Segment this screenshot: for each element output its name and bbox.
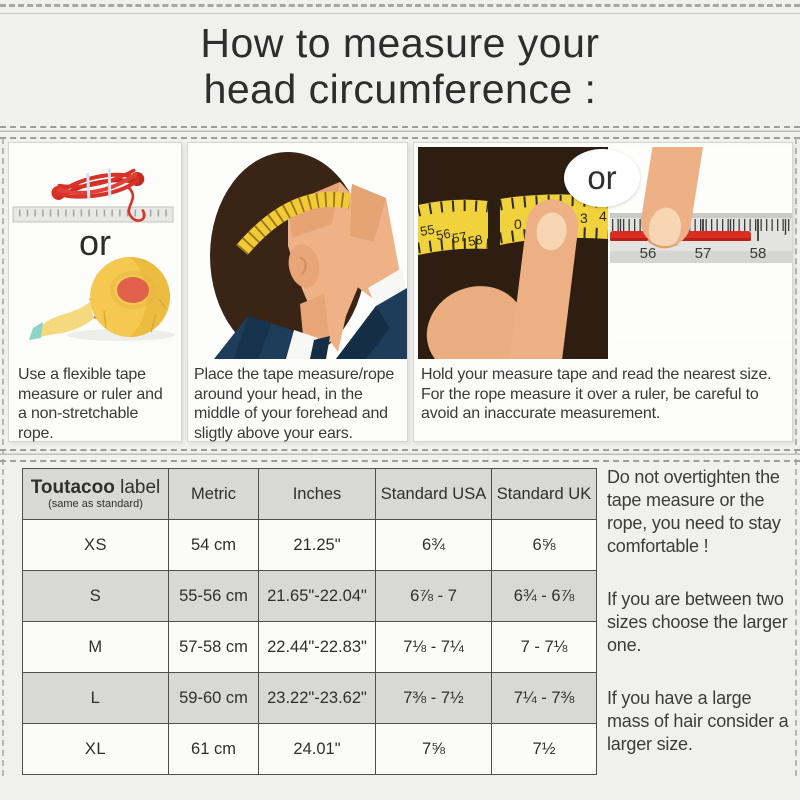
- uk-value: 6⅝: [492, 520, 597, 571]
- metric-value: 54 cm: [169, 520, 259, 571]
- note-overtighten: Do not overtighten the tape measure or the rope, you need to stay comfortable !: [607, 467, 781, 556]
- column-header-inches: Inches: [259, 469, 376, 520]
- or-label: or: [78, 222, 111, 263]
- measuring-head-caption: Place the tape measure/rope around your head, in the middle of your forehead and sligtly above your ears.: [194, 366, 395, 442]
- ruler-number: 56: [639, 245, 657, 262]
- ruler-number: 57: [694, 245, 712, 262]
- ruler-graphic: [13, 207, 173, 222]
- tape-number: 58: [466, 231, 484, 249]
- brand-header-cell: [23, 469, 169, 520]
- brand-word: label: [120, 476, 161, 498]
- size-label: M: [23, 622, 169, 673]
- title-line-1: How to measure your: [200, 20, 600, 66]
- inches-value: 22.44"-22.83": [259, 622, 376, 673]
- inches-value: 24.01": [259, 724, 376, 775]
- metric-value: 61 cm: [169, 724, 259, 775]
- metric-value: 57-58 cm: [169, 622, 259, 673]
- tools-panel: [8, 142, 182, 442]
- brand-name: Toutacoo: [30, 476, 115, 498]
- tape-number: 0: [514, 216, 522, 232]
- advice-notes: [607, 466, 797, 786]
- uk-value: 6¾ - 6⅞: [492, 571, 597, 622]
- table-row: [23, 673, 597, 724]
- uk-value: 7 - 7⅛: [492, 622, 597, 673]
- table-header-row: [23, 469, 597, 520]
- top-solid-border: [0, 13, 800, 14]
- reading-panel-caption: Hold your measure tape and read the nearest size. For the rope measure it over a ruler, be careful to avoid an inaccurate measurement.: [421, 366, 772, 423]
- table-divider: [0, 449, 800, 462]
- tape-number: 55: [418, 221, 436, 239]
- table-row: [23, 520, 597, 571]
- reading-panel: [413, 142, 793, 442]
- uk-value: 7¼ - 7⅜: [492, 673, 597, 724]
- tape-number: 4: [599, 208, 607, 224]
- usa-value: 7⅛ - 7¼: [376, 622, 492, 673]
- tape-number: 3: [580, 210, 588, 226]
- size-label: S: [23, 571, 169, 622]
- tape-number: 56: [434, 225, 452, 243]
- measuring-head-illustration: [188, 146, 407, 359]
- tape-number: 57: [450, 228, 468, 246]
- brand-note: (same as standard): [48, 497, 143, 510]
- page-title: [0, 20, 800, 113]
- inches-value: 21.25": [259, 520, 376, 571]
- note-large-hair: If you have a large mass of hair consider a larger size.: [607, 688, 789, 754]
- size-label: XL: [23, 724, 169, 775]
- usa-value: 7⅝: [376, 724, 492, 775]
- usa-value: 7⅜ - 7½: [376, 673, 492, 724]
- table-row: [23, 724, 597, 775]
- uk-value: 7½: [492, 724, 597, 775]
- usa-value: 6¾: [376, 520, 492, 571]
- inches-value: 23.22"-23.62": [259, 673, 376, 724]
- size-label: L: [23, 673, 169, 724]
- table-row: [23, 622, 597, 673]
- inches-value: 21.65"-22.04": [259, 571, 376, 622]
- note-between-sizes: If you are between two sizes choose the larger one.: [607, 589, 788, 655]
- column-header-usa: Standard USA: [376, 469, 492, 520]
- usa-value: 6⅞ - 7: [376, 571, 492, 622]
- or-bubble: [564, 149, 640, 207]
- size-label: XS: [23, 520, 169, 571]
- table-row: [23, 571, 597, 622]
- size-table: [22, 468, 597, 775]
- column-header-metric: Metric: [169, 469, 259, 520]
- or-label: or: [587, 159, 617, 196]
- metric-value: 59-60 cm: [169, 673, 259, 724]
- ruler-number: 58: [749, 245, 767, 262]
- title-line-2: head circumference :: [203, 66, 597, 113]
- measuring-head-panel: [187, 142, 408, 442]
- tape-roll-graphic: [29, 257, 175, 341]
- instruction-panels: [0, 137, 800, 449]
- metric-value: 55-56 cm: [169, 571, 259, 622]
- column-header-uk: Standard UK: [492, 469, 597, 520]
- top-dashed-border: [0, 4, 800, 7]
- tools-panel-caption: Use a flexible tape measure or ruler and a non-stretchable rope.: [18, 366, 163, 442]
